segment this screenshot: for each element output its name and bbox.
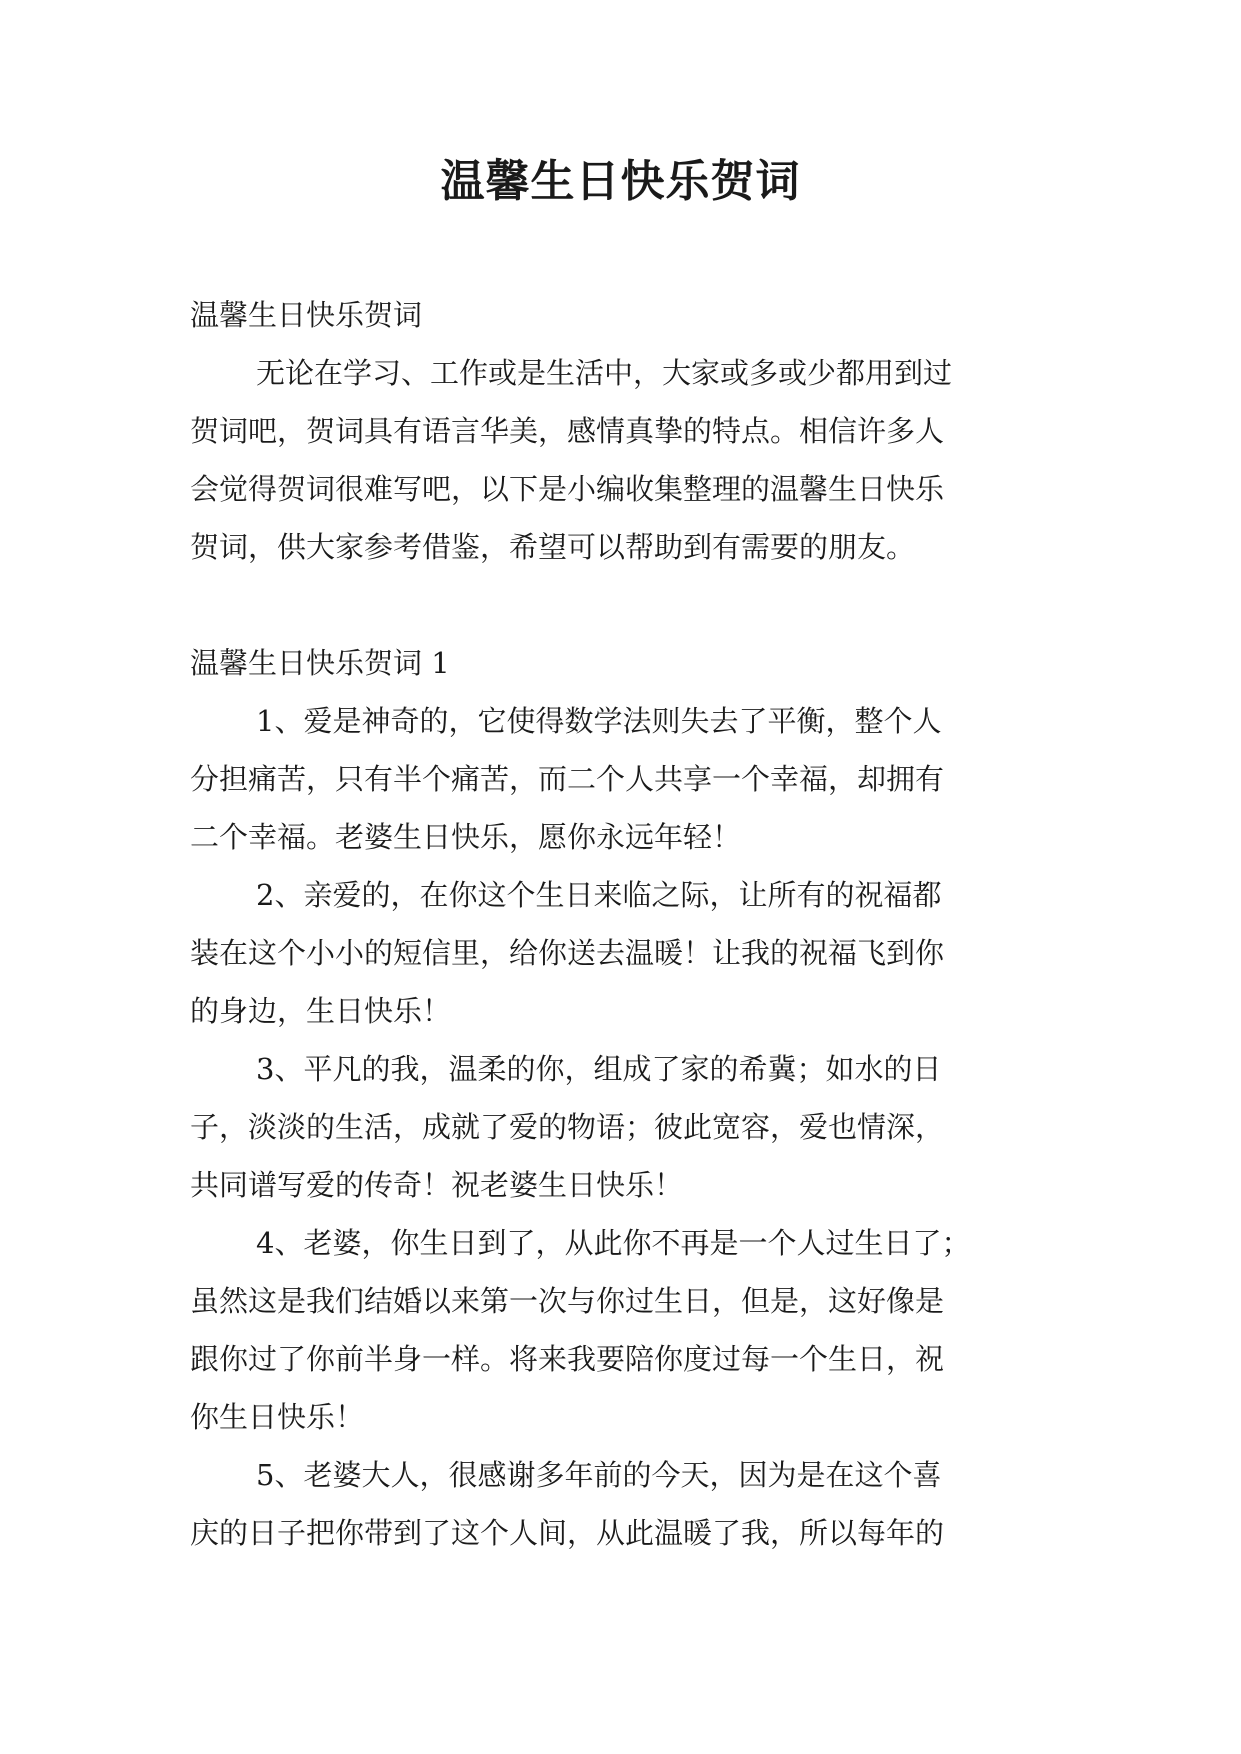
wish-line: 共同谱写爱的传奇！祝老婆生日快乐！ xyxy=(190,1168,684,1202)
intro-paragraph xyxy=(190,344,1050,576)
intro-line: 贺词吧，贺词具有语言华美，感情真挚的特点。相信许多人 xyxy=(190,414,945,448)
document-body xyxy=(190,286,1050,1562)
wish-line: 庆的日子把你带到了这个人间，从此温暖了我，所以每年的 xyxy=(190,1516,945,1550)
wish-item-5 xyxy=(190,1446,1050,1562)
document-title: 温馨生日快乐贺词 xyxy=(440,156,801,207)
wish-line: 的身边，生日快乐！ xyxy=(190,994,452,1028)
document-subtitle: 温馨生日快乐贺词 xyxy=(190,298,423,332)
intro-line: 贺词，供大家参考借鉴，希望可以帮助到有需要的朋友。 xyxy=(190,530,916,564)
wish-line: 分担痛苦，只有半个痛苦，而二个人共享一个幸福，却拥有 xyxy=(190,762,945,796)
wish-item-4 xyxy=(190,1214,1050,1446)
wish-line: 子，淡淡的生活，成就了爱的物语；彼此宽容，爱也情深， xyxy=(190,1110,945,1144)
wish-line: 5、老婆大人，很感谢多年前的今天，因为是在这个喜 xyxy=(256,1458,942,1492)
section-heading: 温馨生日快乐贺词 1 xyxy=(190,646,450,680)
wish-line: 你生日快乐！ xyxy=(190,1400,365,1434)
wish-line: 二个幸福。老婆生日快乐，愿你永远年轻！ xyxy=(190,820,742,854)
wish-line: 虽然这是我们结婚以来第一次与你过生日，但是，这好像是 xyxy=(190,1284,945,1318)
wish-item-3 xyxy=(190,1040,1050,1214)
wish-line: 4、老婆，你生日到了，从此你不再是一个人过生日了； xyxy=(256,1226,971,1260)
wish-item-1 xyxy=(190,692,1050,866)
paragraph-gap xyxy=(190,576,1050,634)
wish-line: 1、爱是神奇的，它使得数学法则失去了平衡，整个人 xyxy=(256,704,942,738)
wish-line: 跟你过了你前半身一样。将来我要陪你度过每一个生日，祝 xyxy=(190,1342,945,1376)
wish-line: 3、平凡的我，温柔的你，组成了家的希冀；如水的日 xyxy=(256,1052,942,1086)
wish-line: 2、亲爱的，在你这个生日来临之际，让所有的祝福都 xyxy=(256,878,942,912)
intro-line: 无论在学习、工作或是生活中，大家或多或少都用到过 xyxy=(256,356,953,390)
intro-line: 会觉得贺词很难写吧，以下是小编收集整理的温馨生日快乐 xyxy=(190,472,945,506)
wish-line: 装在这个小小的短信里，给你送去温暖！让我的祝福飞到你 xyxy=(190,936,945,970)
wish-item-2 xyxy=(190,866,1050,1040)
